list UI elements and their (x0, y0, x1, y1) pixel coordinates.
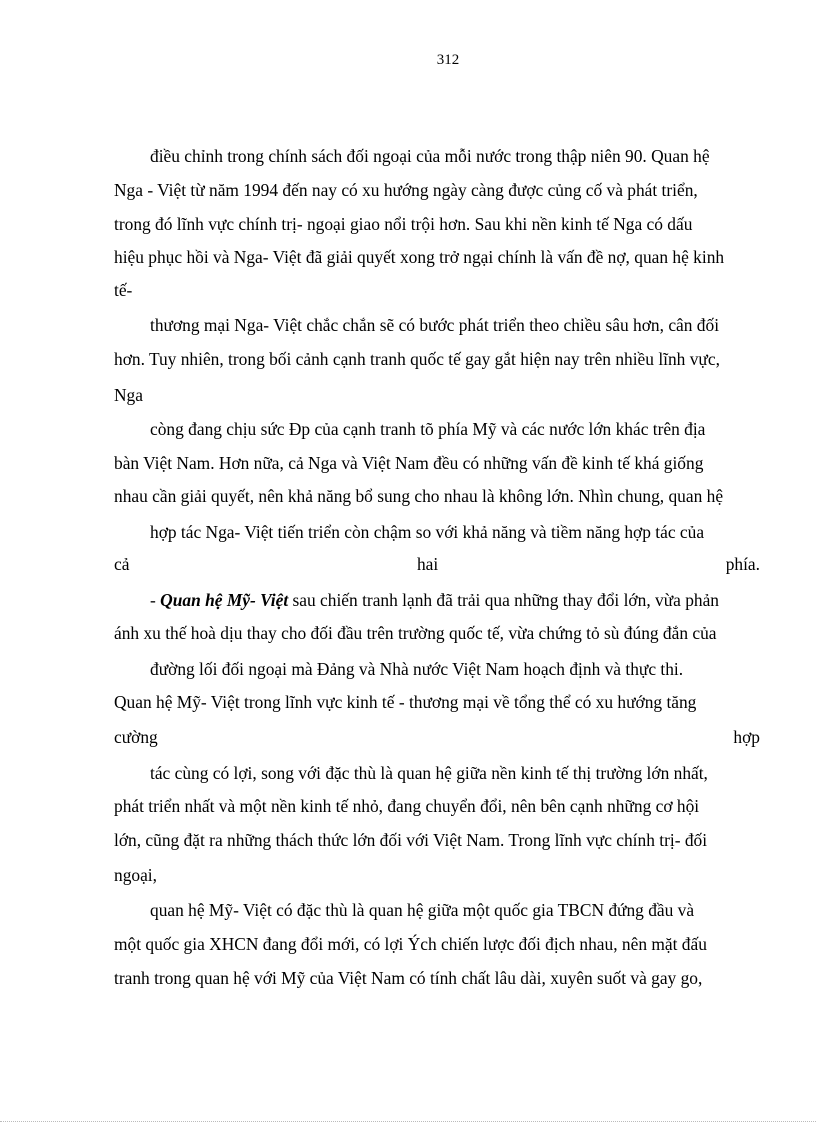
text-line: sau chiến tranh lạnh đã trải qua những thay đổi lớn, vừa phản (292, 590, 720, 610)
text-line: quan hệ Mỹ- Việt có đặc thù là quan hệ giữa một quốc gia TBCN đứng đầu và (150, 900, 695, 920)
text-line: lớn, cũng đặt ra những thách thức lớn đối với Việt Nam. Trong lĩnh vực chính trị- đối (114, 830, 708, 850)
text-line: trong đó lĩnh vực chính trị- ngoại giao nổi trội hơn. Sau khi nền kinh tế Nga có dấu (114, 214, 693, 234)
text-line: bàn Việt Nam. Hơn nữa, cả Nga và Việt Nam đều có những vấn đề kinh tế khá giống (114, 453, 704, 473)
section-dash: - (150, 590, 161, 610)
text-line: tranh trong quan hệ với Mỹ của Việt Nam có tính chất lâu dài, xuyên suốt và gay go, (114, 968, 703, 988)
section-heading-line (150, 589, 760, 611)
text-line: hơn. Tuy nhiên, trong bối cảnh cạnh tranh quốc tế gay gắt hiện nay trên nhiều lĩnh vực, (114, 349, 720, 369)
text-line: hợp tác Nga- Việt tiến triển còn chậm so với khả năng và tiềm năng hợp tác của (150, 522, 705, 542)
text-line: tác cùng có lợi, song với đặc thù là quan hệ giữa nền kinh tế thị trường lớn nhất, (150, 763, 708, 783)
text-line: còng đang chịu sức Ðp của cạnh tranh tõ phía Mỹ và các nước lớn khác trên địa (150, 419, 706, 439)
text-line: ánh xu thế hoà dịu thay cho đối đầu trên trường quốc tế, vừa chứng tỏ sù đúng đắn của (114, 623, 717, 643)
text-line: thương mại Nga- Việt chắc chắn sẽ có bước phát triển theo chiều sâu hơn, cân đối (150, 315, 720, 335)
text-line: cả hai phía. (114, 554, 760, 574)
text-line: một quốc gia XHCN đang đổi mới, có lợi Ých chiến lược đối địch nhau, nên mặt đấu (114, 934, 707, 954)
text-line: Nga (114, 385, 143, 405)
text-line: nhau cần giải quyết, nên khả năng bổ sung cho nhau là không lớn. Nhìn chung, quan hệ (114, 486, 724, 506)
section-title: Quan hệ Mỹ- Việt (160, 590, 289, 610)
page-number: 312 (436, 52, 460, 68)
text-line: tế- (114, 280, 133, 300)
text-line: cường hợp (114, 727, 760, 747)
text-line: điều chỉnh trong chính sách đối ngoại của mỗi nước trong thập niên 90. Quan hệ (150, 146, 710, 166)
page-bottom-rule (0, 1121, 816, 1122)
text-line: hiệu phục hồi và Nga- Việt đã giải quyết xong trở ngại chính là vấn đề nợ, quan hệ kinh (114, 247, 725, 267)
text-line: ngoại, (114, 865, 157, 885)
text-line: phát triển nhất và một nền kinh tế nhỏ, đang chuyển đổi, nên bên cạnh những cơ hội (114, 796, 700, 816)
text-line: Nga - Việt từ năm 1994 đến nay có xu hướng ngày càng được củng cố và phát triển, (114, 180, 698, 200)
text-line: đường lối đối ngoại mà Đảng và Nhà nước Việt Nam hoạch định và thực thi. (150, 659, 684, 679)
text-line: Quan hệ Mỹ- Việt trong lĩnh vực kinh tế - thương mại về tổng thể có xu hướng tăng (114, 692, 697, 712)
